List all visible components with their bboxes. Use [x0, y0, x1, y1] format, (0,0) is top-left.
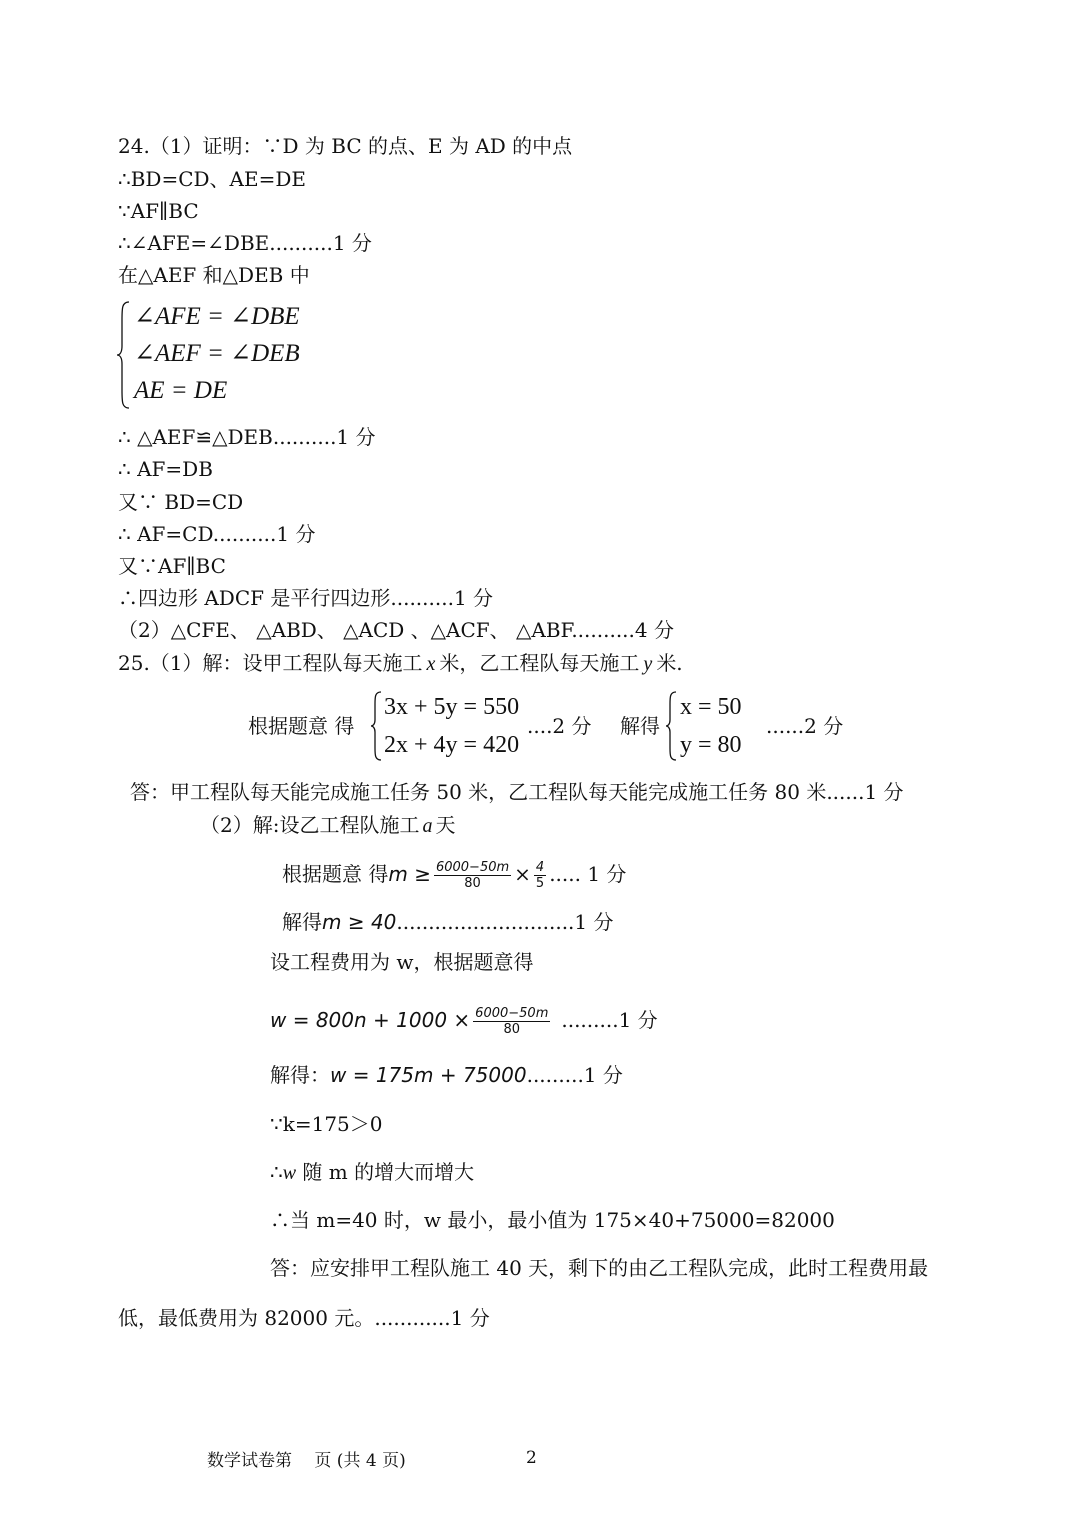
ineq-fraction-num: 6000−50m	[435, 860, 510, 875]
q24-line-10: 又∵AF∥BC	[118, 554, 226, 578]
q24-line-9: ∴ AF=CD..........1 分	[118, 522, 316, 546]
w-fraction	[473, 1006, 550, 1037]
q25-increasing	[270, 1160, 474, 1185]
q24-line-2: ∴BD=CD、AE=DE	[118, 167, 306, 191]
q25-part2-intro	[200, 813, 455, 838]
q25-answer-2b: 低，最低费用为 82000 元。............1 分	[118, 1306, 490, 1330]
footer-page-number: 2	[526, 1448, 537, 1468]
ineq-fraction-2-num: 4	[535, 860, 545, 875]
var-y: y	[643, 653, 653, 675]
system-prefix: 根据题意 得	[248, 714, 355, 738]
ineq-prefix: 根据题意 得	[282, 862, 389, 886]
sol-math: m ≥ 40	[322, 910, 397, 934]
q25-w-expression	[270, 1006, 658, 1037]
q25-part2-b: 天	[435, 813, 456, 837]
ineq-score: ..... 1 分	[549, 862, 627, 886]
q25-inequality	[282, 860, 626, 891]
ineq-times: ×	[514, 862, 531, 886]
q25-system2-brace	[665, 690, 677, 766]
w-fraction-num: 6000−50m	[475, 1006, 549, 1021]
q24-line-5: 在△AEF 和△DEB 中	[118, 263, 310, 287]
inc-a: ∴	[270, 1160, 283, 1184]
q24-line-12: （2）△CFE、 △ABD、 △ACD 、△ACF、 △ABF..........4 分	[118, 618, 674, 642]
inc-b: 随 m 的增大而增大	[296, 1160, 475, 1184]
w2-score: .........1 分	[526, 1063, 623, 1087]
w-score: .........1 分	[561, 1008, 658, 1032]
var-x: x	[426, 653, 436, 675]
q25-w-solution	[270, 1063, 623, 1087]
sol-score: ............................1 分	[396, 910, 614, 934]
q24-line-4: ∴∠AFE=∠DBE..........1 分	[118, 231, 372, 255]
q24-system-eq-1: ∠AFE = ∠DBE	[134, 303, 300, 330]
q25-system1-eq-2: 2x + 4y = 420	[384, 732, 520, 758]
q25-line-1	[118, 651, 683, 676]
q25-line-1-a: 25.（1）解：设甲工程队每天施工	[118, 651, 423, 675]
q25-answer-1: 答：甲工程队每天能完成施工任务 50 米，乙工程队每天能完成施工任务 80 米......1 分	[130, 780, 904, 804]
w2-math: w = 175m + 75000	[330, 1063, 527, 1087]
q25-k-line: ∵k=175＞0	[270, 1112, 383, 1136]
q25-answer-2a: 答：应安排甲工程队施工 40 天，剩下的由乙工程队完成，此时工程费用最	[270, 1256, 929, 1280]
q25-system2-score: ......2 分	[766, 714, 844, 738]
q25-system2-eq-2: y = 80	[680, 732, 742, 758]
q25-cost-intro: 设工程费用为 w，根据题意得	[270, 950, 534, 974]
q24-line-7: ∴ AF=DB	[118, 457, 213, 481]
q25-system1-score: ....2 分	[527, 714, 592, 738]
q24-line-3: ∵AF∥BC	[118, 199, 199, 223]
q24-line-11: ∴四边形 ADCF 是平行四边形..........1 分	[118, 586, 494, 610]
ineq-fraction-2-den: 5	[535, 876, 545, 891]
ineq-fraction-2	[534, 860, 546, 891]
ineq-fraction-den: 80	[464, 876, 481, 891]
q25-system1-eq-1: 3x + 5y = 550	[384, 694, 520, 720]
q24-line-6: ∴ △AEF≌△DEB..........1 分	[118, 425, 376, 449]
ineq-fraction	[434, 860, 511, 891]
footer-exam-title: 数学试卷第 页 (共 4 页)	[207, 1451, 406, 1471]
solve-prefix: 解得	[620, 714, 660, 738]
q25-system2-eq-1: x = 50	[680, 694, 742, 720]
w-fraction-den: 80	[503, 1022, 521, 1037]
q24-system-brace	[116, 300, 130, 414]
q25-solution	[282, 910, 614, 934]
q24-system-eq-3: AE = DE	[134, 377, 228, 404]
var-a: a	[422, 815, 433, 837]
sol-prefix: 解得	[282, 910, 322, 934]
q25-line-1-b: 米，乙工程队每天施工	[439, 651, 640, 675]
q25-part2-a: （2）解:设乙工程队施工	[200, 813, 420, 837]
q24-line-1: 24.（1）证明：∵D 为 BC 的点、E 为 AD 的中点	[118, 134, 573, 158]
ineq-lhs: m ≥	[388, 862, 431, 886]
q25-minimum: ∴当 m=40 时，w 最小，最小值为 175×40+75000=82000	[270, 1208, 835, 1232]
inc-w: w	[282, 1162, 297, 1184]
q24-line-8: 又∵ BD=CD	[118, 490, 244, 514]
q24-system-eq-2: ∠AEF = ∠DEB	[134, 340, 300, 367]
w-expr: w = 800n + 1000 ×	[270, 1008, 471, 1032]
q25-system1-brace	[370, 690, 382, 766]
q25-line-1-c: 米.	[656, 651, 683, 675]
w2-prefix: 解得：	[270, 1063, 330, 1087]
